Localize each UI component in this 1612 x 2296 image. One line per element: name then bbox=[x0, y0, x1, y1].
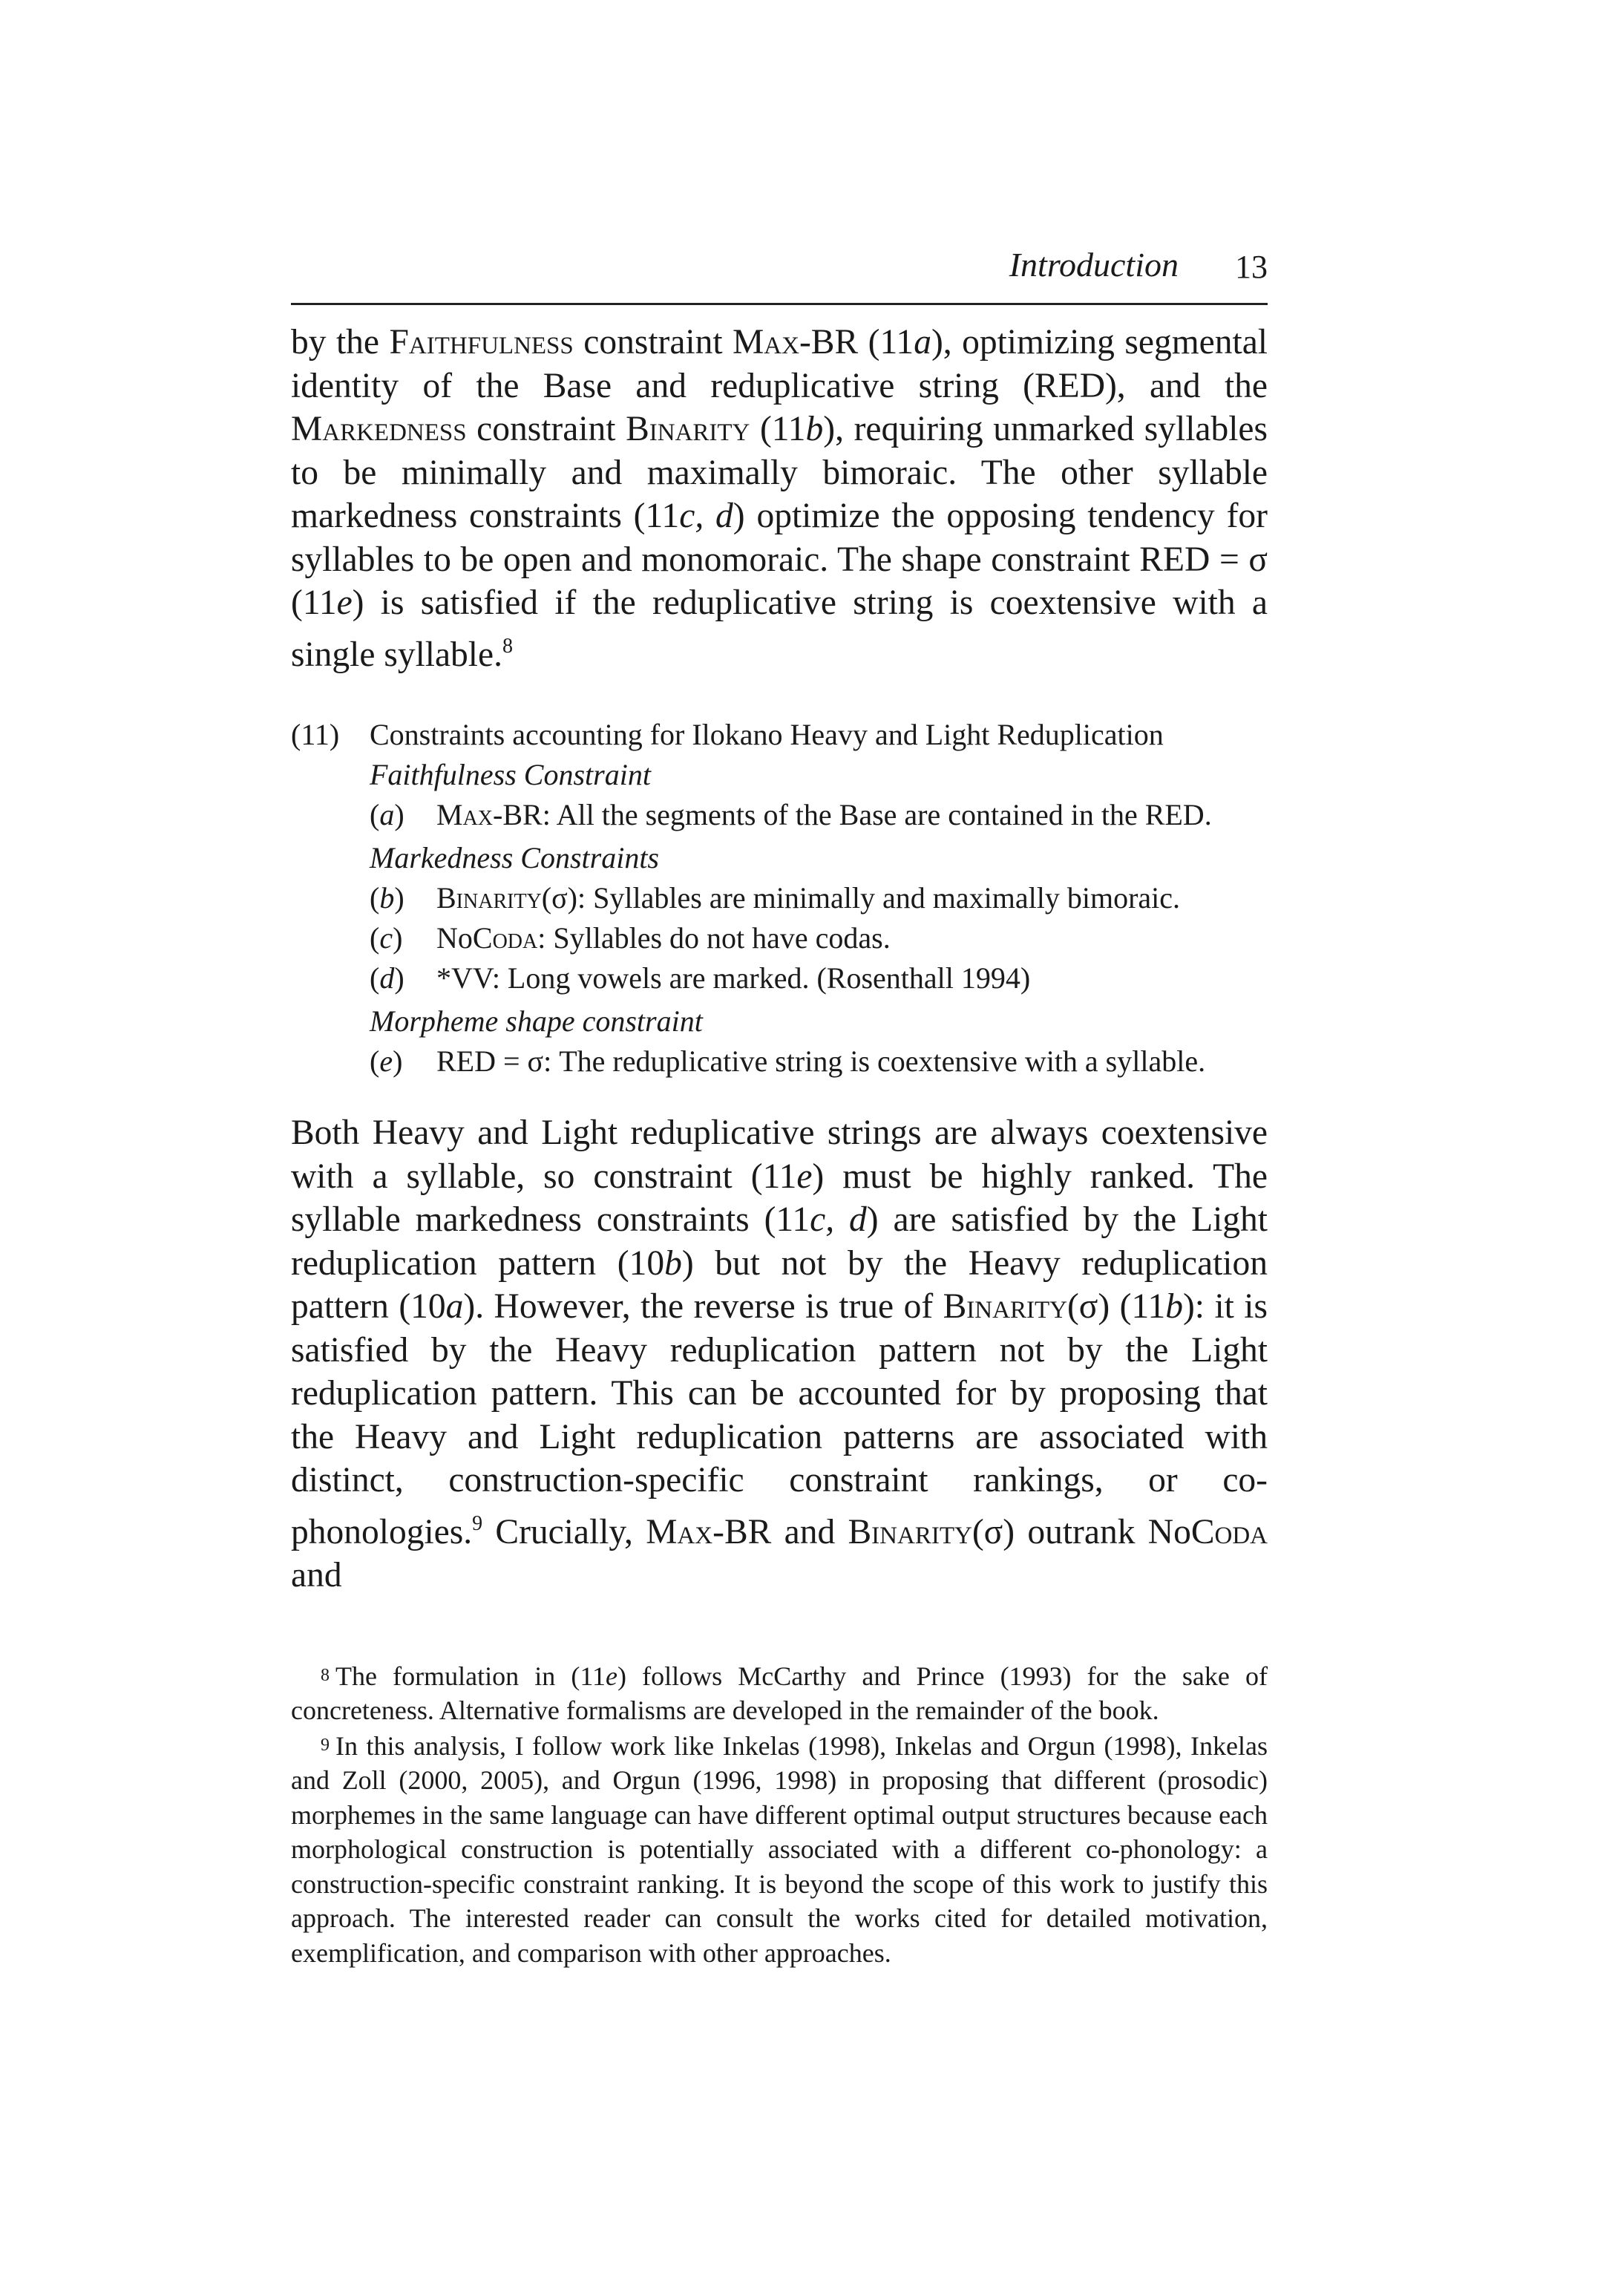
footnote-ref-9[interactable]: 9 bbox=[472, 1511, 483, 1535]
running-title: Introduction bbox=[1009, 246, 1179, 284]
running-header bbox=[291, 245, 1268, 291]
constraint-c: (c) NoCoda: Syllables do not have codas. bbox=[370, 921, 891, 955]
footnote-ref-8[interactable]: 8 bbox=[502, 634, 513, 658]
constraint-b: (b) Binarity(σ): Syllables are minimally and maximally bimoraic. bbox=[370, 881, 1181, 915]
constraint-d: (d) *VV: Long vowels are marked. (Rosenthall 1994) bbox=[370, 961, 1031, 995]
markedness-heading: Markedness Constraints bbox=[370, 841, 659, 874]
example-heading: Constraints accounting for Ilokano Heavy and Light Reduplication bbox=[370, 718, 1164, 751]
page-number: 13 bbox=[1235, 249, 1268, 285]
footnotes bbox=[291, 1658, 1268, 1971]
footnote-8: $^8$ The formulation in (11e) follows McCarthy and Prince (1993) for the sake of concreteness. Alternative formalisms are developed in the remainder of the book. bbox=[291, 1661, 1268, 1725]
constraint-e: (e) RED = σ: The reduplicative string is coextensive with a syllable. bbox=[370, 1044, 1206, 1078]
paragraph-2: Both Heavy and Light reduplicative strings are always coextensive with a syllable, so constraint (11e) must be highly ranked. The syllable markedness constraints (11c, d) are satisfied by the Light reduplication pattern (10b) but not by the Heavy reduplication pattern (10a). However, the reverse is true of Binarity(σ) (11b): it is satisfied by the Heavy reduplication pattern not by the Light reduplication pattern. This can be accounted for by proposing that the Heavy and Light reduplication patterns are associated with distinct, construction-specific constraint rankings, or co-phonologies.$^9$ Crucially, Max-BR and Binarity(σ) outrank NoCoda and bbox=[291, 1113, 1268, 1595]
morpheme-shape-heading: Morpheme shape constraint bbox=[370, 1004, 703, 1038]
footnote-marker-9: 9 bbox=[321, 1735, 330, 1755]
example-11 bbox=[291, 715, 1268, 1082]
example-number: (11) bbox=[291, 718, 340, 751]
book-page bbox=[291, 245, 1268, 1970]
header-rule bbox=[291, 303, 1268, 305]
footnote-9: $^9$ In this analysis, I follow work like Inkelas (1998), Inkelas and Orgun (1998), Inkelas and Zoll (2000, 2005), and Orgun (1996, 1998) in proposing that different (prosodic) morphemes in the same language can have different optimal output structures because each morphological construction is potentially associated with a different co-phonology: a construction-specific constraint ranking. It is beyond the scope of this work to justify this approach. The interested reader can consult the works cited for detailed motivation, exemplification, and comparison with other approaches. bbox=[291, 1730, 1268, 1968]
constraint-a: (a) Max-BR: All the segments of the Base are contained in the RED. bbox=[370, 798, 1212, 831]
footnote-marker-8: 8 bbox=[321, 1665, 330, 1685]
faithfulness-heading: Faithfulness Constraint bbox=[370, 758, 651, 791]
paragraph-1: by the Faithfulness constraint Max-BR (11a), optimizing segmental identity of the Base and reduplicative string (RED), and the Markedness constraint Binarity (11b), requiring unmarked syllables to be minimally and maximally bimoraic. The other syllable markedness constraints (11c, d) optimize the opposing tendency for syllables to be open and monomoraic. The shape constraint RED = σ (11e) is satisfied if the reduplicative string is coextensive with a single syllable.$^8$ bbox=[291, 323, 1268, 674]
